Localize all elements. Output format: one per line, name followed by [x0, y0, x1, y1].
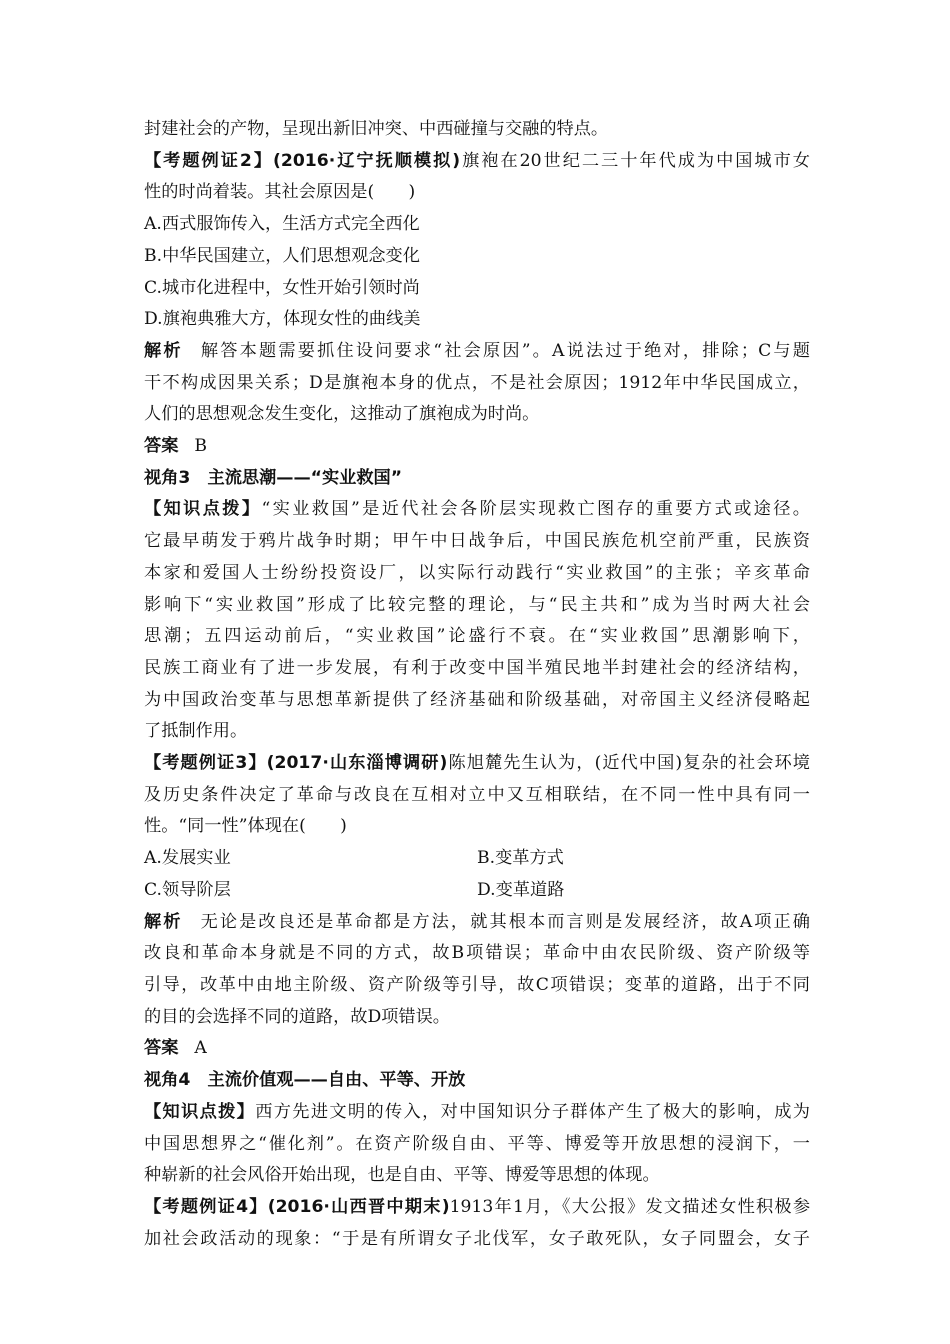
knowledge-text: 思潮；五四运动前后，“实业救国”论盛行不衰。在“实业救国”思潮影响下，	[144, 626, 810, 647]
question-text: 陈旭麓先生认为，(近代中国)复杂的社会环境	[447, 753, 810, 774]
document-page	[144, 114, 810, 1255]
option-c: C.领导阶层	[144, 879, 231, 900]
example-label: 【考题例证3】	[144, 753, 267, 774]
section-heading-view-4: 视角4 主流价值观——自由、平等、开放	[144, 1070, 466, 1091]
section-heading-view-3: 视角3 主流思潮——“实业救国”	[144, 467, 402, 488]
question-text: 性的时尚着装。其社会原因是( )	[144, 182, 416, 203]
analysis-text: 人们的思想观念发生变化，这推动了旗袍成为时尚。	[144, 404, 540, 425]
options-row	[144, 875, 810, 907]
option-b: B.变革方式	[477, 848, 564, 869]
example-source: (2016·辽宁抚顺模拟)	[273, 150, 461, 171]
example-label: 【考题例证4】	[144, 1196, 268, 1217]
knowledge-text: “实业救国”是近代社会各阶层实现救亡图存的重要方式或途径。	[261, 499, 810, 520]
analysis-label: 解析	[144, 911, 183, 932]
knowledge-label: 【知识点拨】	[144, 1101, 256, 1122]
option-d: D.变革道路	[477, 879, 565, 900]
question-text: 性。“同一性”体现在( )	[144, 816, 347, 837]
answer-label: 答案	[144, 1038, 179, 1059]
example-2-question	[144, 146, 810, 178]
options-row	[144, 843, 810, 875]
example-source: (2016·山西晋中期末)	[267, 1196, 450, 1217]
text-line: 封建社会的产物，呈现出新旧冲突、中西碰撞与交融的特点。	[144, 119, 609, 139]
option-d: D.旗袍典雅大方，体现女性的曲线美	[144, 309, 421, 330]
answer-value: A	[194, 1038, 207, 1059]
question-text: 加社会政活动的现象：“于是有所谓女子北伐军，女子敢死队，女子同盟会，女子	[144, 1228, 810, 1249]
analysis-line	[144, 336, 810, 368]
knowledge-text: 民族工商业有了进一步发展，有利于改变中国半殖民地半封建社会的经济结构，	[144, 657, 810, 678]
answer-line	[144, 1033, 810, 1065]
answer-label: 答案	[144, 436, 179, 457]
analysis-line	[144, 907, 810, 939]
analysis-label: 解析	[144, 340, 183, 361]
knowledge-line	[144, 494, 810, 526]
example-4-question	[144, 1192, 810, 1224]
knowledge-text: 了抵制作用。	[144, 721, 248, 742]
analysis-text: 干不构成因果关系；D是旗袍本身的优点，不是社会原因；1912年中华民国成立，	[144, 372, 810, 393]
example-source: (2017·山东淄博调研)	[266, 753, 448, 774]
knowledge-text: 中国思想界之“催化剂”。在资产阶级自由、平等、博爱等开放思想的浸润下，一	[144, 1133, 810, 1154]
option-a: A.发展实业	[144, 848, 231, 869]
option-c: C.城市化进程中，女性开始引领时尚	[144, 277, 420, 298]
knowledge-text: 影响下“实业救国”形成了比较完整的理论，与“民主共和”成为当时两大社会	[144, 594, 810, 615]
example-label: 【考题例证2】	[144, 150, 274, 171]
question-text: 及历史条件决定了革命与改良在互相对立中又互相联结，在不同一性中具有同一	[144, 784, 810, 805]
knowledge-text: 为中国政治变革与思想革新提供了经济基础和阶级基础，对帝国主义经济侵略起	[144, 689, 810, 710]
knowledge-text: 它最早萌发于鸦片战争时期；甲午中日战争后，中国民族危机空前严重，民族资	[144, 531, 810, 552]
option-a: A.西式服饰传入，生活方式完全西化	[144, 214, 420, 235]
question-text: 旗袍在20世纪二三十年代成为中国城市女	[460, 150, 810, 171]
answer-line	[144, 431, 810, 463]
analysis-text: 无论是改良还是革命都是方法，就其根本而言则是发展经济，故A项正确	[198, 911, 810, 932]
analysis-text: 引导，改革中由地主阶级、资产阶级等引导，故C项错误；变革的道路，出于不同	[144, 974, 810, 995]
example-3-question	[144, 748, 810, 780]
knowledge-text: 西方先进文明的传入，对中国知识分子群体产生了极大的影响，成为	[255, 1101, 810, 1122]
knowledge-label: 【知识点拨】	[144, 499, 262, 520]
question-text: 1913年1月，《大公报》发文描述女性积极参	[449, 1196, 811, 1217]
option-b: B.中华民国建立，人们思想观念变化	[144, 245, 420, 266]
knowledge-text: 本家和爱国人士纷纷投资设厂，以实际行动践行“实业救国”的主张；辛亥革命	[144, 562, 810, 583]
answer-value: B	[194, 436, 208, 457]
knowledge-line	[144, 1097, 810, 1129]
knowledge-text: 种崭新的社会风俗开始出现，也是自由、平等、博爱等思想的体现。	[144, 1165, 660, 1186]
analysis-text: 的目的会选择不同的道路，故D项错误。	[144, 1006, 450, 1027]
analysis-text: 解答本题需要抓住设问要求“社会原因”。A说法过于绝对，排除；C与题	[198, 340, 810, 361]
analysis-text: 改良和革命本身就是不同的方式，故B项错误；革命中由农民阶级、资产阶级等	[144, 943, 810, 964]
